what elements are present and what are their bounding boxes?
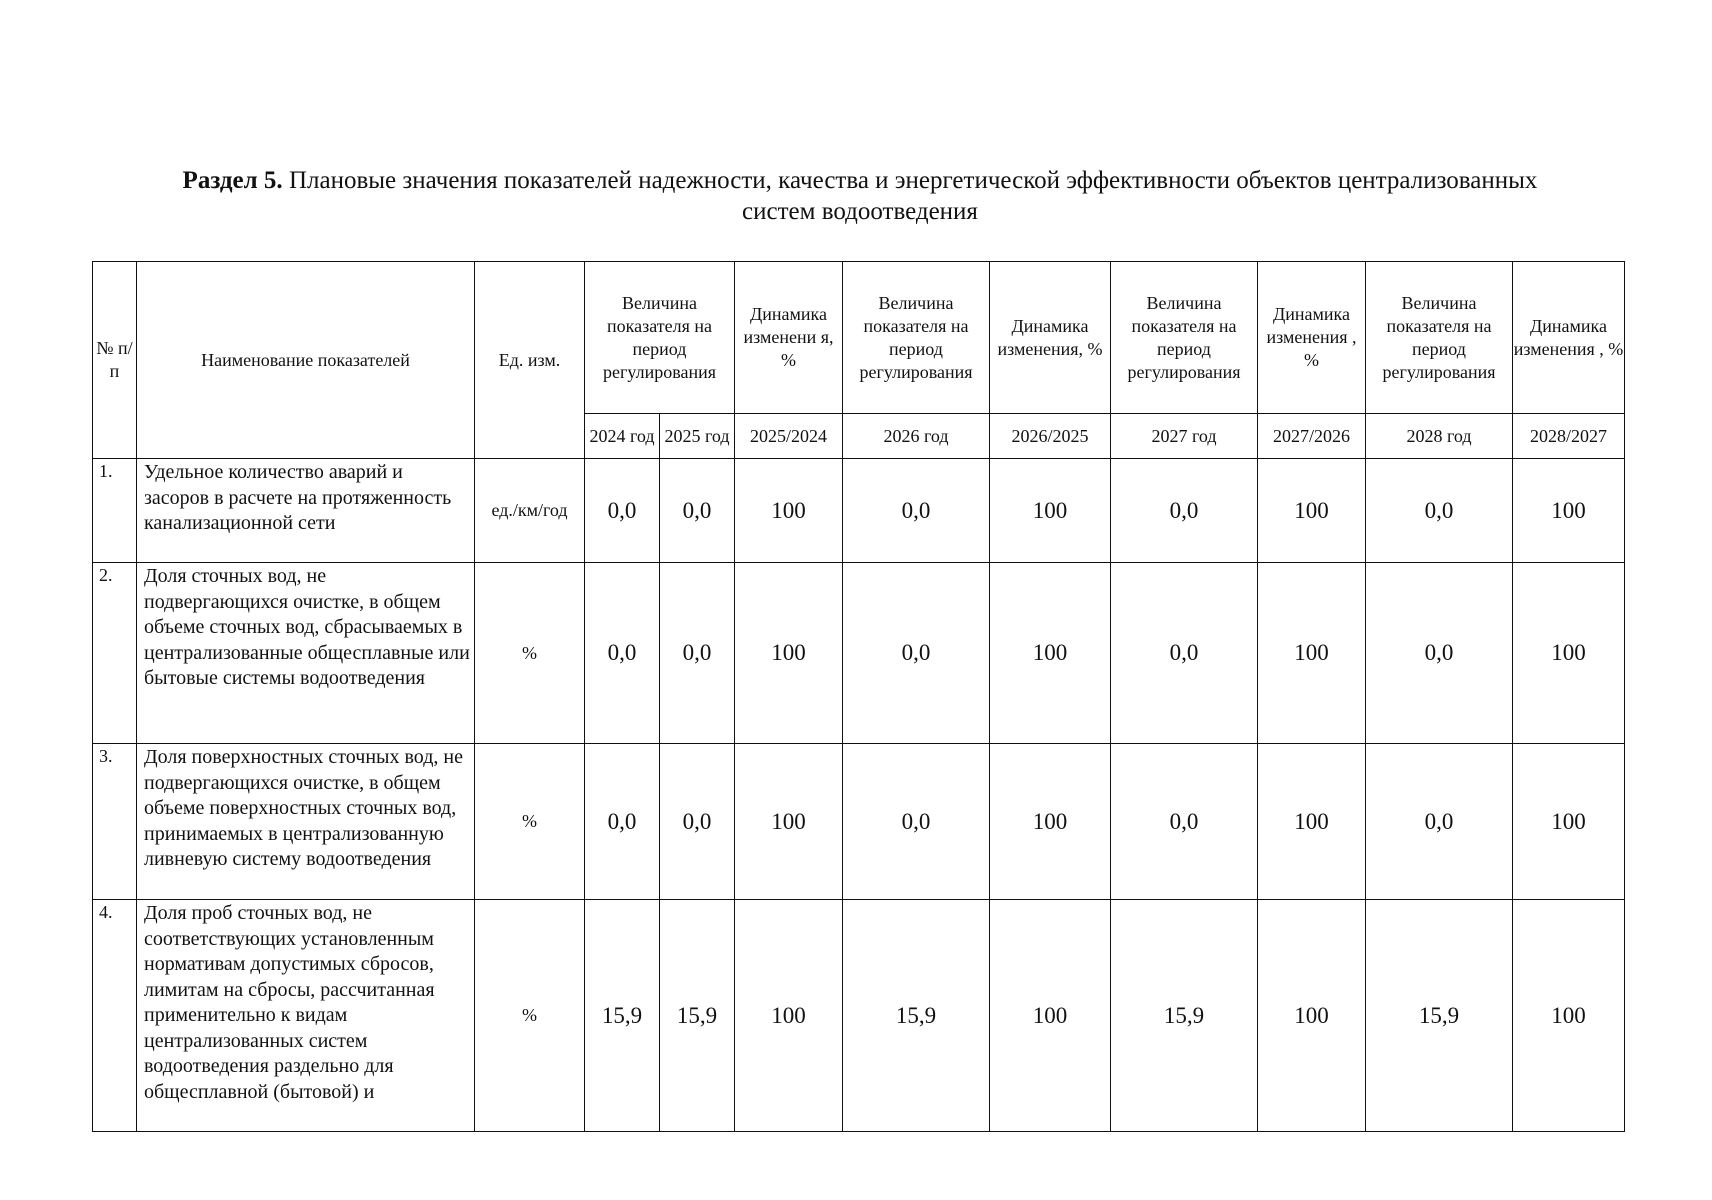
value-cell: 0,0 — [660, 563, 735, 744]
subheader-cell: 2025/2024 — [735, 414, 843, 459]
value-cell: 0,0 — [1111, 459, 1258, 563]
header-group-8: Динамика изменения , % — [1513, 262, 1625, 414]
section-title-text: Плановые значения показателей надежности, качества и энергетической эффективности объектов централизованных систем водоотведения — [282, 167, 1538, 225]
value-cell: 100 — [735, 563, 843, 744]
row-number: 1. — [93, 459, 137, 563]
header-name: Наименование показателей — [137, 262, 475, 459]
row-number: 2. — [93, 563, 137, 744]
subheader-cell: 2026/2025 — [990, 414, 1111, 459]
header-num: № п/п — [93, 262, 137, 459]
value-cell: 100 — [735, 459, 843, 563]
value-cell: 100 — [1513, 459, 1625, 563]
table-row — [93, 900, 1625, 1132]
value-cell: 15,9 — [585, 900, 660, 1132]
unit-cell: % — [475, 563, 585, 744]
subheader-cell: 2024 год — [585, 414, 660, 459]
value-cell: 15,9 — [1366, 900, 1513, 1132]
value-cell: 100 — [990, 900, 1111, 1132]
header-group-7: Величина показателя на период регулирования — [1366, 262, 1513, 414]
value-cell: 15,9 — [1111, 900, 1258, 1132]
value-cell: 0,0 — [1366, 563, 1513, 744]
indicator-name: Доля проб сточных вод, не соответствующих установленным нормативам допустимых сбросов, лимитам на сбросы, рассчитанная применительно к видам централизованных систем водоотведения раздельно для общесплавной (бытовой) и — [137, 900, 475, 1132]
table-row — [93, 459, 1625, 563]
header-group-1: Величина показателя на период регулирования — [585, 262, 735, 414]
indicator-name: Удельное количество аварий и засоров в расчете на протяженность канализационной сети — [137, 459, 475, 563]
value-cell: 0,0 — [1366, 744, 1513, 900]
value-cell: 0,0 — [843, 563, 990, 744]
indicator-name: Доля сточных вод, не подвергающихся очистке, в общем объеме сточных вод, сбрасываемых в централизованные общесплавные или бытовые системы водоотведения — [137, 563, 475, 744]
unit-cell: % — [475, 744, 585, 900]
value-cell: 0,0 — [585, 744, 660, 900]
header-group-4: Динамика изменения, % — [990, 262, 1111, 414]
value-cell: 0,0 — [660, 744, 735, 900]
unit-cell: % — [475, 900, 585, 1132]
row-number: 4. — [93, 900, 137, 1132]
value-cell: 15,9 — [843, 900, 990, 1132]
indicators-table — [92, 261, 1625, 1132]
row-number: 3. — [93, 744, 137, 900]
value-cell: 0,0 — [843, 459, 990, 563]
value-cell: 100 — [1513, 900, 1625, 1132]
subheader-cell: 2027/2026 — [1258, 414, 1366, 459]
subheader-cell: 2028/2027 — [1513, 414, 1625, 459]
value-cell: 0,0 — [843, 744, 990, 900]
value-cell: 0,0 — [1111, 744, 1258, 900]
value-cell: 100 — [735, 900, 843, 1132]
value-cell: 100 — [1258, 900, 1366, 1132]
header-group-2: Динамика изменени я, % — [735, 262, 843, 414]
subheader-cell: 2028 год — [1366, 414, 1513, 459]
value-cell: 100 — [1513, 563, 1625, 744]
value-cell: 100 — [1258, 563, 1366, 744]
page-title — [150, 165, 1570, 227]
subheader-cell: 2027 год — [1111, 414, 1258, 459]
header-group-6: Динамика изменения , % — [1258, 262, 1366, 414]
table-row — [93, 744, 1625, 900]
indicator-name: Доля поверхностных сточных вод, не подвергающихся очистке, в общем объеме поверхностных сточных вод, принимаемых в централизованную ливневую систему водоотведения — [137, 744, 475, 900]
value-cell: 100 — [735, 744, 843, 900]
value-cell: 15,9 — [660, 900, 735, 1132]
value-cell: 0,0 — [585, 459, 660, 563]
value-cell: 100 — [990, 744, 1111, 900]
value-cell: 100 — [1513, 744, 1625, 900]
table-row — [93, 563, 1625, 744]
value-cell: 100 — [1258, 459, 1366, 563]
subheader-cell: 2026 год — [843, 414, 990, 459]
header-group-5: Величина показателя на период регулирования — [1111, 262, 1258, 414]
value-cell: 0,0 — [1111, 563, 1258, 744]
subheader-cell: 2025 год — [660, 414, 735, 459]
unit-cell: ед./км/год — [475, 459, 585, 563]
header-unit: Ед. изм. — [475, 262, 585, 459]
value-cell: 100 — [1258, 744, 1366, 900]
value-cell: 100 — [990, 459, 1111, 563]
header-row — [93, 262, 1625, 414]
value-cell: 100 — [990, 563, 1111, 744]
value-cell: 0,0 — [585, 563, 660, 744]
value-cell: 0,0 — [660, 459, 735, 563]
section-label: Раздел 5. — [182, 167, 283, 194]
header-group-3: Величина показателя на период регулирования — [843, 262, 990, 414]
value-cell: 0,0 — [1366, 459, 1513, 563]
